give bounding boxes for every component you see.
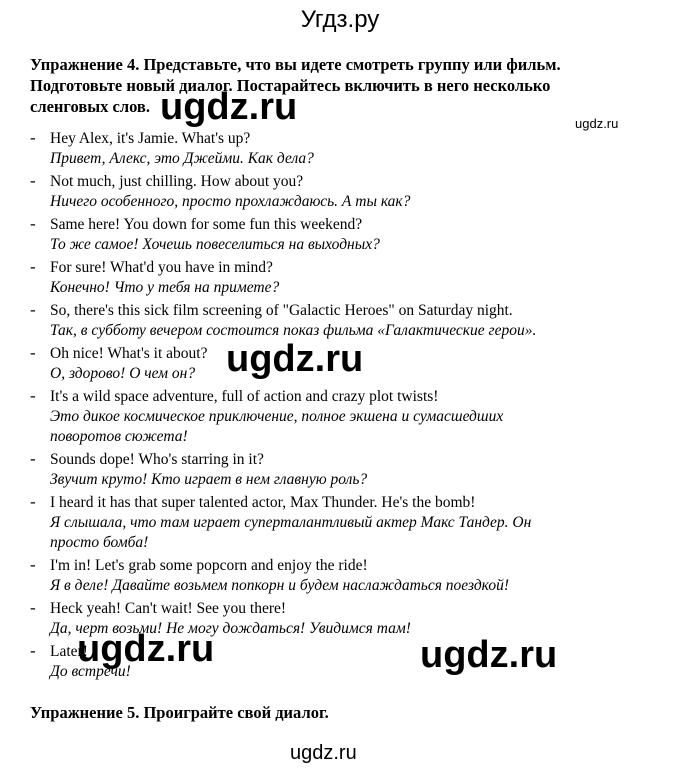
watermark: ugdz.ru: [160, 86, 298, 128]
russian-translation: То же самое! Хочешь повеселиться на выходных?: [50, 236, 380, 253]
watermark: ugdz.ru: [77, 628, 215, 670]
exercise-5-instruction: Упражнение 5. Проиграйте свой диалог.: [30, 703, 329, 722]
russian-translation: Так, в субботу вечером состоится показ фильма «Галактические герои».: [50, 322, 537, 339]
english-line: Oh nice! What's it about?: [50, 345, 208, 362]
instruction-line: Подготовьте новый диалог. Постарайтесь включить в него несколько: [30, 76, 551, 95]
dash-bullet: -: [30, 386, 36, 405]
english-line: Hey Alex, it's Jamie. What's up?: [50, 130, 251, 147]
dash-bullet: -: [30, 257, 36, 276]
russian-translation: Это дикое космическое приключение, полное экшена и сумасшедших: [50, 408, 504, 425]
dash-bullet: -: [30, 300, 36, 319]
dash-bullet: -: [30, 555, 36, 574]
watermark: ugdz.ru: [226, 338, 364, 380]
dash-bullet: -: [30, 492, 36, 511]
english-line: I heard it has that super talented actor, Max Thunder. He's the bomb!: [50, 494, 476, 511]
english-line: For sure! What'd you have in mind?: [50, 259, 273, 276]
exercise-4-instruction: [30, 54, 630, 117]
russian-translation: Звучит круто! Кто играет в нем главную роль?: [50, 471, 368, 488]
russian-translation: Ничего особенного, просто прохлаждаюсь. А ты как?: [50, 193, 411, 210]
russian-translation: поворотов сюжета!: [50, 428, 188, 445]
russian-translation: Я в деле! Давайте возьмем попкорн и будем наслаждаться поездкой!: [50, 577, 509, 594]
dash-bullet: -: [30, 641, 36, 660]
english-line: Heck yeah! Can't wait! See you there!: [50, 600, 287, 617]
english-line: Not much, just chilling. How about you?: [50, 173, 304, 190]
watermark: ugdz.ru: [575, 116, 619, 131]
site-title: Угдз.ру: [300, 6, 380, 33]
english-line: I'm in! Let's grab some popcorn and enjoy the ride!: [50, 557, 368, 574]
russian-translation: О, здорово! О чем он?: [50, 365, 196, 382]
english-line: Later!: [50, 643, 88, 660]
dash-bullet: -: [30, 449, 36, 468]
english-line: Same here! You down for some fun this weekend?: [50, 216, 363, 233]
dash-bullet: -: [30, 128, 36, 147]
russian-translation: Привет, Алекс, это Джейми. Как дела?: [50, 150, 314, 167]
dash-bullet: -: [30, 214, 36, 233]
english-line: So, there's this sick film screening of "Galactic Heroes" on Saturday night.: [50, 302, 513, 319]
instruction-line: Упражнение 4. Представьте, что вы идете смотреть группу или фильм.: [30, 55, 561, 74]
russian-translation: Да, черт возьми! Не могу дождаться! Увидимся там!: [50, 620, 411, 637]
dash-bullet: -: [30, 171, 36, 190]
watermark: ugdz.ru: [420, 634, 558, 676]
watermark: ugdz.ru: [290, 742, 357, 764]
english-line: It's a wild space adventure, full of action and crazy plot twists!: [50, 388, 439, 405]
russian-translation: Я слышала, что там играет суперталантливый актер Макс Тандер. Он: [50, 514, 532, 531]
russian-translation: Конечно! Что у тебя на примете?: [50, 279, 280, 296]
dash-bullet: -: [30, 343, 36, 362]
russian-translation: До встречи!: [50, 663, 131, 680]
russian-translation: просто бомба!: [50, 534, 149, 551]
instruction-line: сленговых слов.: [30, 97, 150, 116]
dash-bullet: -: [30, 598, 36, 617]
english-line: Sounds dope! Who's starring in it?: [50, 451, 264, 468]
